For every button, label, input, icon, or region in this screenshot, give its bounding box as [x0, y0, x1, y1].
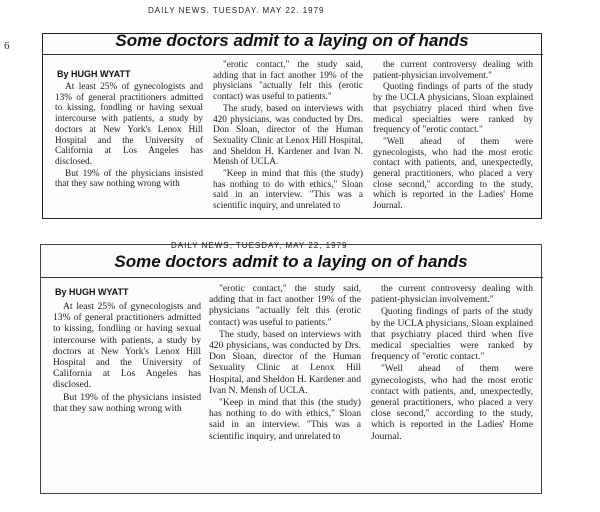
paragraph: But 19% of the physicians insisted that they saw nothing wrong with [55, 168, 203, 190]
paragraph: "erotic contact," the study said, adding that in fact another 19% of the physicians "actually felt this (erotic contact) was useful to patients." [209, 283, 361, 328]
paragraph: The study, based on interviews with 420 physicians, was conducted by Drs. Don Sloan, director of the Human Sexuality Clinic at Lenox Hill Hospital, and Sheldon H. Kardener and Ivan N. Mensh of UCLA. [213, 103, 363, 168]
paragraph: At least 25% of gynecologists and 13% of general practitioners admitted to kissing, fondling or having sexual intercourse with patients, a study by doctors at New York's Lenox Hill Hospital and the University of California at Los Angeles has disclosed. [53, 301, 201, 391]
article-column-2 [213, 60, 363, 218]
dateline: DAILY NEWS. TUESDAY. MAY 22. 1979 [148, 6, 325, 15]
paragraph: The study, based on interviews with 420 physicians, was conducted by Drs. Don Sloan, director of the Human Sexuality Clinic at Lenox Hill Hospital, and Sheldon H. Kardener and Ivan N. Mensh of UCLA. [209, 328, 361, 396]
byline: By HUGH WYATT [57, 69, 131, 79]
news-clipping-bottom [40, 241, 542, 494]
headline: Some doctors admit to a laying on of hands [114, 252, 468, 271]
headline: Some doctors admit to a laying on of hands [115, 31, 469, 50]
paragraph: "Keep in mind that this (the study) has nothing to do with ethics," Sloan said in an interview. "This was a scientific inquiry, and unrelated to [213, 169, 363, 212]
paragraph: But 19% of the physicians insisted that they saw nothing wrong with [53, 391, 201, 414]
paragraph: "Keep in mind that this (the study) has nothing to do with ethics," Sloan said in an interview. "This was a scientific inquiry, and unrelated to [209, 397, 361, 442]
headline-rule [41, 277, 543, 278]
paragraph: Quoting findings of parts of the study by the UCLA physicians, Sloan explained that psychiatry placed third when five medical specialties were ranked by frequency of "erotic contact." [373, 82, 533, 136]
article-column-2 [209, 283, 361, 491]
article-column-1 [53, 301, 201, 491]
byline: By HUGH WYATT [55, 287, 129, 297]
paragraph: Quoting findings of parts of the study by the UCLA physicians, Sloan explained that psychiatry placed third when five medical specialties were ranked by frequency of "erotic contact." [371, 306, 533, 363]
paragraph: At least 25% of gynecologists and 13% of general practitioners admitted to kissing, fondling or having sexual intercourse with patients, a study by doctors at New York's Lenox Hill Hospital and the University of California at Los Angeles has disclosed. [55, 82, 203, 167]
news-clipping-top [42, 6, 542, 219]
paragraph: "Well ahead of them were gynecologists, who had the most erotic contact with patients, and, unexpectedly, general practitioners, who placed a very close second," according to the study, which is reported in the Ladies' Home Journal. [373, 136, 533, 212]
paragraph: the current controversy dealing with patient-physician involvement." [371, 283, 533, 306]
page-number-mark: 6 [4, 40, 10, 52]
headline-rule [43, 54, 543, 55]
paragraph: "Well ahead of them were gynecologists, who had the most erotic contact with patients, and, unexpectedly, general practitioners, who placed a very close second," according to the study, which is reported in the Ladies' Home Journal. [371, 363, 533, 442]
paragraph: the current controversy dealing with patient-physician involvement." [373, 60, 533, 81]
dateline: DAILY NEWS, TUESDAY, MAY 22, 1979 [171, 241, 348, 250]
article-column-1 [55, 82, 203, 218]
paragraph: "erotic contact," the study said, adding that in fact another 19% of the physicians "actually felt this (erotic contact) was useful to patients." [213, 60, 363, 103]
article-column-3 [371, 283, 533, 491]
article-column-3 [373, 60, 533, 218]
